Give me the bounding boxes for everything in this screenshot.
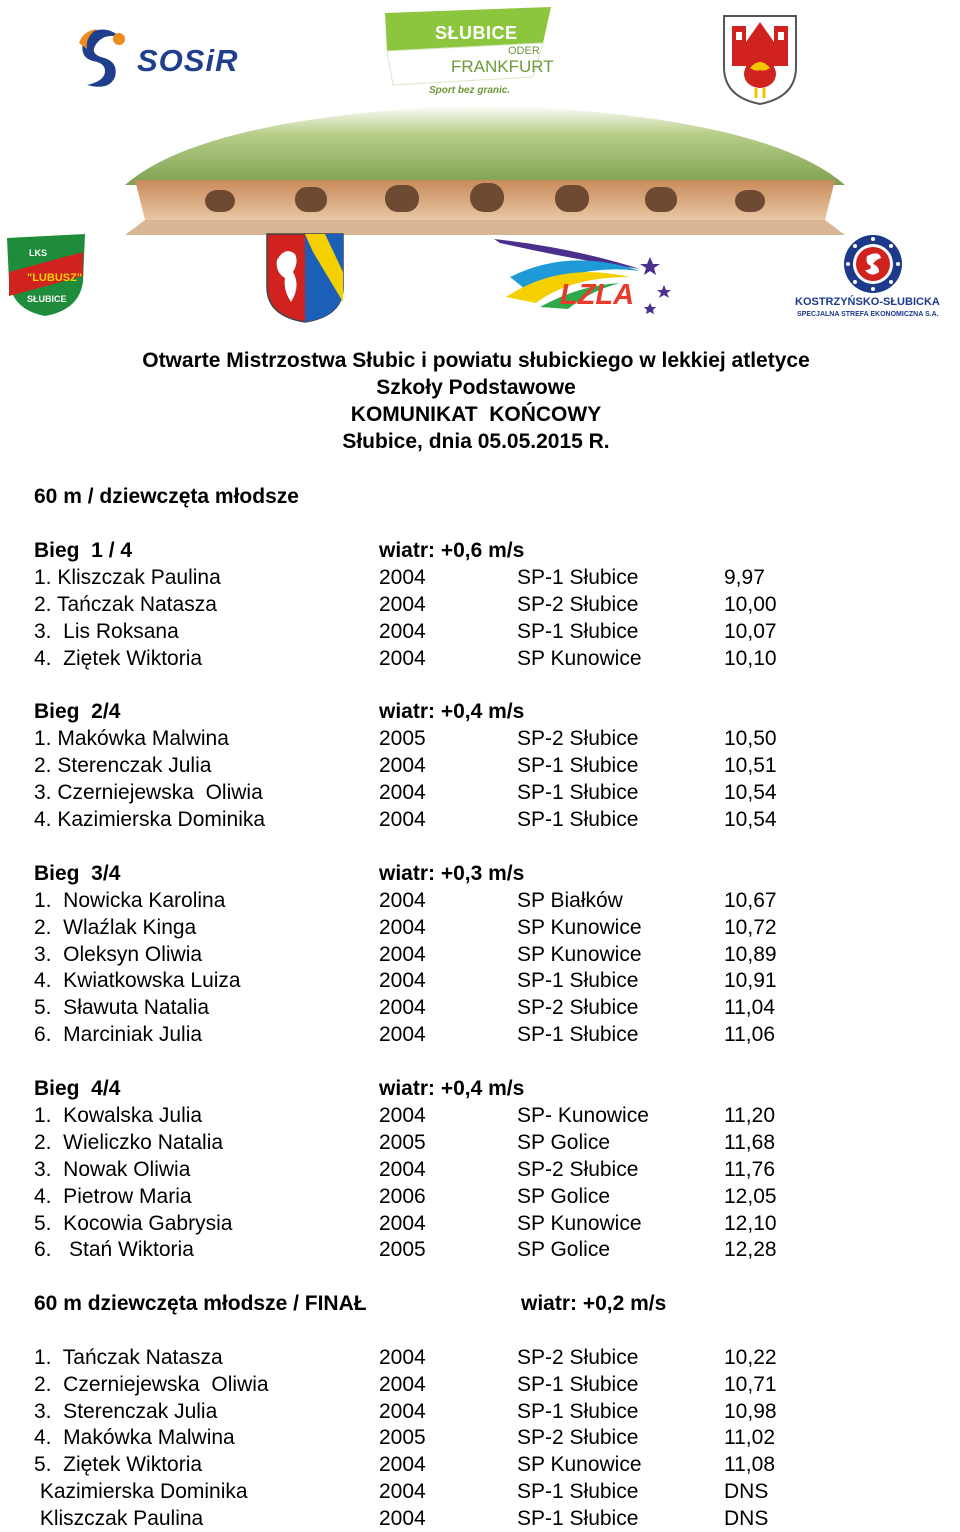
athlete-name: 3. Sterenczak Julia bbox=[34, 1399, 218, 1423]
result-time: 11,08 bbox=[724, 1453, 775, 1477]
athlete-name: 5. Ziętek Wiktoria bbox=[34, 1453, 203, 1477]
athlete-name: 2. Tańczak Natasza bbox=[34, 592, 217, 616]
slubice-tagline: Sport bez granic. bbox=[429, 85, 511, 96]
birth-year: 2005 bbox=[379, 1426, 426, 1450]
lzla-logo bbox=[490, 237, 675, 325]
club-name: SP Golice bbox=[517, 1184, 610, 1208]
athlete-name: 4. Pietrow Maria bbox=[34, 1184, 192, 1208]
club-name: SP-1 Słubice bbox=[517, 969, 639, 993]
club-name: SP-1 Słubice bbox=[517, 1372, 639, 1396]
result-time: 9,97 bbox=[724, 565, 765, 589]
club-name: SP Kunowice bbox=[517, 915, 642, 939]
slubice-frankfurt-logo bbox=[383, 5, 553, 100]
club-name: SP- Kunowice bbox=[517, 1103, 649, 1127]
birth-year: 2005 bbox=[379, 1130, 426, 1154]
birth-year: 2006 bbox=[379, 1184, 426, 1208]
birth-year: 2004 bbox=[379, 1157, 426, 1181]
birth-year: 2004 bbox=[379, 1453, 426, 1477]
birth-year: 2004 bbox=[379, 1480, 426, 1503]
kssse-subtitle: SPECJALNA STREFA EKONOMICZNA S.A. bbox=[797, 311, 939, 318]
sosir-logo bbox=[75, 25, 240, 95]
birth-year: 2005 bbox=[379, 1238, 426, 1262]
birth-year: 2004 bbox=[379, 1211, 426, 1235]
result-time: 10,51 bbox=[724, 754, 777, 778]
athlete-name: 1. Makówka Malwina bbox=[34, 727, 229, 751]
athlete-name: 2. Wieliczko Natalia bbox=[34, 1130, 224, 1154]
club-name: SP-1 Słubice bbox=[517, 781, 639, 805]
result-time: 10,98 bbox=[724, 1399, 777, 1423]
athlete-name: 2. Czerniejewska Oliwia bbox=[34, 1372, 269, 1396]
birth-year: 2004 bbox=[379, 565, 426, 589]
athlete-name: Kazimierska Dominika bbox=[34, 1480, 248, 1503]
heat-title: Bieg 2/4 bbox=[34, 700, 121, 724]
wind-reading: wiatr: +0,4 m/s bbox=[379, 700, 525, 724]
result-time: 10,67 bbox=[724, 888, 777, 912]
kssse-name: KOSTRZYŃSKO-SŁUBICKA bbox=[795, 296, 940, 308]
heat-title: Bieg 3/4 bbox=[34, 861, 121, 885]
athlete-name: 3. Oleksyn Oliwia bbox=[34, 942, 203, 966]
result-time: 11,20 bbox=[724, 1103, 775, 1127]
result-time: 10,72 bbox=[724, 915, 777, 939]
result-time: DNS bbox=[724, 1480, 769, 1503]
oder-word: ODER bbox=[508, 45, 540, 57]
athlete-name: 1. Tańczak Natasza bbox=[34, 1346, 223, 1369]
birth-year: 2004 bbox=[379, 888, 426, 912]
birth-year: 2004 bbox=[379, 781, 426, 805]
heat-title: Bieg 1 / 4 bbox=[34, 539, 133, 562]
club-name: SP Golice bbox=[517, 1130, 610, 1154]
athlete-name: Kliszczak Paulina bbox=[34, 1506, 204, 1530]
slubice-city-crest-icon bbox=[720, 12, 800, 107]
lubusz-bottom-text: SŁUBICE bbox=[27, 294, 67, 304]
athlete-name: 4. Kwiatkowska Luiza bbox=[34, 969, 241, 993]
school-category: Szkoły Podstawowe bbox=[376, 376, 576, 399]
birth-year: 2004 bbox=[379, 969, 426, 993]
club-name: SP-1 Słubice bbox=[517, 1023, 639, 1047]
sosir-wordmark: SOSiR bbox=[137, 43, 239, 78]
club-name: SP-1 Słubice bbox=[517, 1506, 639, 1530]
athlete-name: 6. Marciniak Julia bbox=[34, 1023, 203, 1047]
birth-year: 2004 bbox=[379, 1372, 426, 1396]
athlete-name: 1. Kliszczak Paulina bbox=[34, 565, 221, 589]
club-name: SP-2 Słubice bbox=[517, 1157, 639, 1181]
birth-year: 2004 bbox=[379, 1346, 426, 1369]
kssse-logo bbox=[795, 232, 960, 324]
birth-year: 2004 bbox=[379, 1103, 426, 1127]
document-type: KOMUNIKAT KOŃCOWY bbox=[350, 403, 602, 426]
club-name: SP-1 Słubice bbox=[517, 754, 639, 778]
logo-banner bbox=[0, 0, 960, 330]
birth-year: 2005 bbox=[379, 727, 426, 751]
wind-reading: wiatr: +0,3 m/s bbox=[379, 861, 525, 885]
birth-year: 2004 bbox=[379, 646, 426, 670]
birth-year: 2004 bbox=[379, 915, 426, 939]
result-time: 12,28 bbox=[724, 1238, 777, 1262]
athlete-name: 1. Nowicka Karolina bbox=[34, 888, 226, 912]
birth-year: 2004 bbox=[379, 942, 426, 966]
powiat-crest-icon bbox=[265, 232, 345, 324]
club-name: SP-1 Słubice bbox=[517, 619, 639, 643]
birth-year: 2004 bbox=[379, 619, 426, 643]
athlete-name: 3. Nowak Oliwia bbox=[34, 1157, 191, 1181]
document-date: Słubice, dnia 05.05.2015 R. bbox=[342, 430, 610, 453]
event-title: 60 m / dziewczęta młodsze bbox=[34, 485, 299, 508]
birth-year: 2004 bbox=[379, 1506, 426, 1530]
birth-year: 2004 bbox=[379, 996, 426, 1020]
result-time: 11,68 bbox=[724, 1130, 775, 1154]
club-name: SP Białków bbox=[517, 888, 623, 912]
athlete-name: 6. Stań Wiktoria bbox=[34, 1238, 194, 1262]
result-time: 10,22 bbox=[724, 1346, 777, 1369]
athlete-name: 2. Sterenczak Julia bbox=[34, 754, 212, 778]
birth-year: 2004 bbox=[379, 1023, 426, 1047]
club-name: SP-1 Słubice bbox=[517, 565, 639, 589]
athlete-name: 5. Kocowia Gabrysia bbox=[34, 1211, 233, 1235]
club-name: SP-2 Słubice bbox=[517, 592, 639, 616]
kssse-emblem-icon bbox=[843, 234, 903, 294]
document-header bbox=[0, 347, 952, 455]
lzla-wordmark: LZLA bbox=[560, 279, 635, 311]
result-time: 10,71 bbox=[724, 1372, 777, 1396]
club-name: SP Kunowice bbox=[517, 646, 642, 670]
result-time: 11,04 bbox=[724, 996, 775, 1020]
slubice-wordmark: SŁUBICE bbox=[435, 23, 518, 43]
birth-year: 2004 bbox=[379, 592, 426, 616]
birth-year: 2004 bbox=[379, 1399, 426, 1423]
result-time: 10,07 bbox=[724, 619, 777, 643]
lks-lubusz-logo bbox=[5, 232, 87, 317]
athlete-name: 2. Wlaźlak Kinga bbox=[34, 915, 197, 939]
result-time: 10,00 bbox=[724, 592, 777, 616]
final-wind-reading: wiatr: +0,2 m/s bbox=[521, 1292, 667, 1315]
frankfurt-word: FRANKFURT bbox=[451, 57, 554, 76]
wind-reading: wiatr: +0,6 m/s bbox=[379, 539, 525, 562]
club-name: SP-2 Słubice bbox=[517, 1426, 639, 1450]
club-name: SP-2 Słubice bbox=[517, 1346, 639, 1369]
club-name: SP Kunowice bbox=[517, 942, 642, 966]
birth-year: 2004 bbox=[379, 754, 426, 778]
lubusz-top-text: LKS bbox=[29, 248, 47, 258]
final-title: 60 m dziewczęta młodsze / FINAŁ bbox=[34, 1292, 367, 1315]
competition-title: Otwarte Mistrzostwa Słubic i powiatu słubickiego w lekkiej atletyce bbox=[142, 349, 810, 372]
result-time: 10,50 bbox=[724, 727, 777, 751]
birth-year: 2004 bbox=[379, 808, 426, 831]
heat-title: Bieg 4/4 bbox=[34, 1077, 121, 1100]
athlete-name: 1. Kowalska Julia bbox=[34, 1103, 203, 1127]
athlete-name: 4. Ziętek Wiktoria bbox=[34, 646, 203, 670]
club-name: SP Kunowice bbox=[517, 1211, 642, 1235]
club-name: SP-2 Słubice bbox=[517, 727, 639, 751]
result-time: 10,54 bbox=[724, 781, 777, 805]
result-time: 11,06 bbox=[724, 1023, 775, 1047]
athlete-name: 3. Czerniejewska Oliwia bbox=[34, 781, 263, 805]
club-name: SP-1 Słubice bbox=[517, 808, 639, 831]
club-name: SP-2 Słubice bbox=[517, 996, 639, 1020]
result-time: 12,05 bbox=[724, 1184, 777, 1208]
sosir-swirl-icon bbox=[75, 25, 135, 90]
wind-reading: wiatr: +0,4 m/s bbox=[379, 1077, 525, 1100]
athlete-name: 5. Sławuta Natalia bbox=[34, 996, 210, 1020]
club-name: SP Kunowice bbox=[517, 1453, 642, 1477]
club-name: SP-1 Słubice bbox=[517, 1399, 639, 1423]
athlete-name: 4. Kazimierska Dominika bbox=[34, 808, 266, 831]
lubusz-name-text: "LUBUSZ" bbox=[27, 272, 83, 284]
result-time: 10,54 bbox=[724, 808, 777, 831]
result-time: 12,10 bbox=[724, 1211, 777, 1235]
fortress-illustration bbox=[125, 95, 845, 235]
result-time: 10,10 bbox=[724, 646, 777, 670]
club-name: SP Golice bbox=[517, 1238, 610, 1262]
result-time: 10,89 bbox=[724, 942, 777, 966]
club-name: SP-1 Słubice bbox=[517, 1480, 639, 1503]
result-time: DNS bbox=[724, 1506, 769, 1530]
athlete-name: 3. Lis Roksana bbox=[34, 619, 179, 643]
result-time: 10,91 bbox=[724, 969, 777, 993]
result-time: 11,76 bbox=[724, 1157, 775, 1181]
result-time: 11,02 bbox=[724, 1426, 775, 1450]
athlete-name: 4. Makówka Malwina bbox=[34, 1426, 235, 1450]
